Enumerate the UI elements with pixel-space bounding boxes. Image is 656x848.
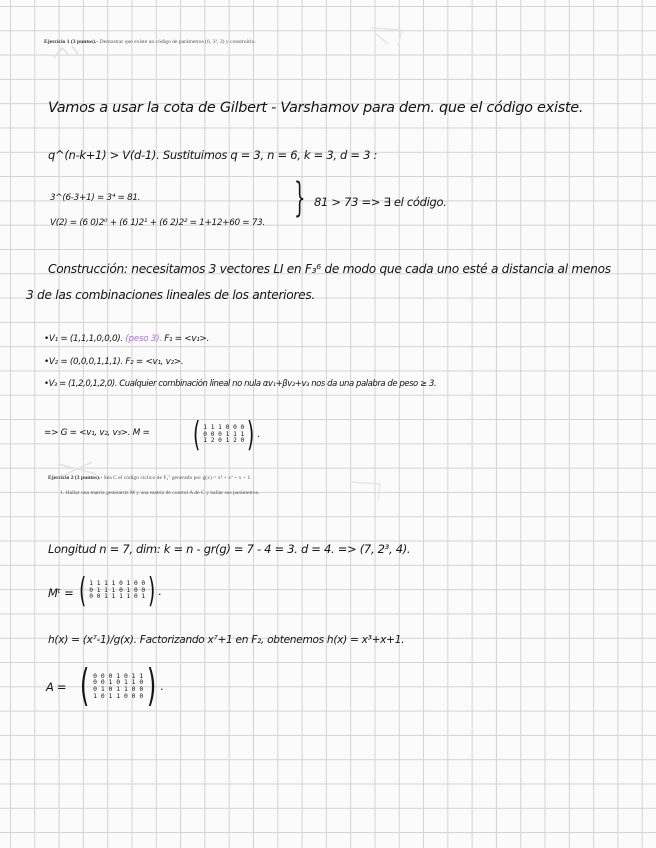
matrix-Mt-label: Mᵗ = xyxy=(48,586,74,600)
vector-2-line: •V₂ = (0,0,0,1,1,1). F₂ = <v₁, v₂>. xyxy=(44,357,184,367)
matrix-A-rows xyxy=(93,673,143,700)
matrix-Mt-rows xyxy=(89,581,145,601)
matrix-M-left-paren: ( xyxy=(192,415,201,455)
matrix-M-row: 0 0 0 1 1 1 xyxy=(203,430,245,438)
matrix-Mt-row: 0 1 1 1 0 1 0 0 xyxy=(89,586,146,594)
scribble-mark xyxy=(52,44,82,60)
matrix-Mt-left-paren: ( xyxy=(78,571,87,611)
length-line: Longitud n = 7, dim: k = n - gr(g) = 7 - 4 = 3. d = 4. => (7, 2³, 4). xyxy=(48,542,411,556)
exercise1-header-bold: Ejercicio 1 (3 puntos).- xyxy=(44,39,99,45)
matrix-M-period: . xyxy=(257,430,261,440)
vector-1-span: F₁ = <v₁>. xyxy=(164,334,210,344)
matrix-A-left-paren: ( xyxy=(79,660,90,711)
inequality-line: q^(n-k+1) > V(d-1). Sustituimos q = 3, n = 6, k = 3, d = 3 : xyxy=(48,148,378,162)
vector-1: •V₁ = (1,1,1,0,0,0). xyxy=(44,334,123,344)
matrix-M-row: 1 1 1 0 0 0 xyxy=(203,424,245,432)
calc-line-2: V(2) = (6 0)2⁰ + (6 1)2¹ + (6 2)2² = 1+12+60 = 73. xyxy=(50,218,265,228)
exercise2-header-text: Sea C el código cíclico de F₂⁷ generado por g(x) = x³ + x² + x + 1. xyxy=(102,475,252,481)
matrix-M-rows xyxy=(203,425,244,445)
scribble-mark-3 xyxy=(56,458,102,480)
matrix-A-period: . xyxy=(160,679,164,693)
matrix-M-right-paren: ) xyxy=(247,415,255,455)
generator-line: => G = <v₁, v₂, v₃>. M = xyxy=(44,428,150,438)
vector-1-weight-note: (peso 3). xyxy=(125,334,162,344)
matrix-A-row: 0 1 0 1 1 0 0 xyxy=(93,685,144,693)
scribble-mark-2 xyxy=(368,24,408,50)
matrix-A-row: 0 0 0 1 0 1 1 xyxy=(93,671,144,680)
matrix-Mt-period: . xyxy=(158,584,162,598)
matrix-Mt-row: 0 0 1 1 1 1 0 1 xyxy=(89,593,146,601)
scribble-mark-4 xyxy=(346,478,386,504)
calc-line-1: 3^(6-3+1) = 3⁴ = 81. xyxy=(50,193,141,203)
matrix-M-row: 1 2 0 1 2 0 xyxy=(203,437,245,445)
matrix-Mt-row: 1 1 1 1 0 1 0 0 xyxy=(89,580,146,588)
calc-result: 81 > 73 => ∃ el código. xyxy=(314,195,447,209)
construction-line-2: 3 de las combinaciones lineales de los anteriores. xyxy=(26,288,315,302)
matrix-A-right-paren: ) xyxy=(147,660,157,711)
matrix-A xyxy=(76,660,164,711)
vector-1-line xyxy=(44,334,209,344)
matrix-A-row: 0 0 1 0 1 1 0 xyxy=(93,678,144,687)
construction-line-1: Construcción: necesitamos 3 vectores LI en F₃⁶ de modo que cada uno esté a distancia al menos xyxy=(48,262,611,276)
matrix-A-row: 1 0 1 1 0 0 0 xyxy=(93,691,144,700)
curly-brace: } xyxy=(294,175,306,221)
exercise2-item-1: 1. Hallar una matriz generatriz M y una matriz de control A de C y hallar sus parámetros. xyxy=(60,490,260,496)
vector-3-line: •V₃ = (1,2,0,1,2,0). Cualquier combinación lineal no nula αv₁+βv₂+v₃ nos da una palabra de peso ≥ 3. xyxy=(44,379,437,389)
matrix-Mt-right-paren: ) xyxy=(148,571,156,611)
matrix-Mt xyxy=(76,571,162,611)
exercise2-header-bold: Ejercicio 2 (3 puntos).- xyxy=(48,475,103,481)
matrix-A-label: A = xyxy=(46,680,67,694)
h-polynomial-line: h(x) = (x⁷-1)/g(x). Factorizando x⁷+1 en F₂, obtenemos h(x) = x³+x+1. xyxy=(48,634,405,646)
intro-line: Vamos a usar la cota de Gilbert - Varshamov para dem. que el código existe. xyxy=(48,100,584,116)
exercise1-header-text: Demostrar que existe un código de parámetros (6, 3³, 3) y construirlo. xyxy=(98,39,256,45)
matrix-M xyxy=(190,415,261,455)
